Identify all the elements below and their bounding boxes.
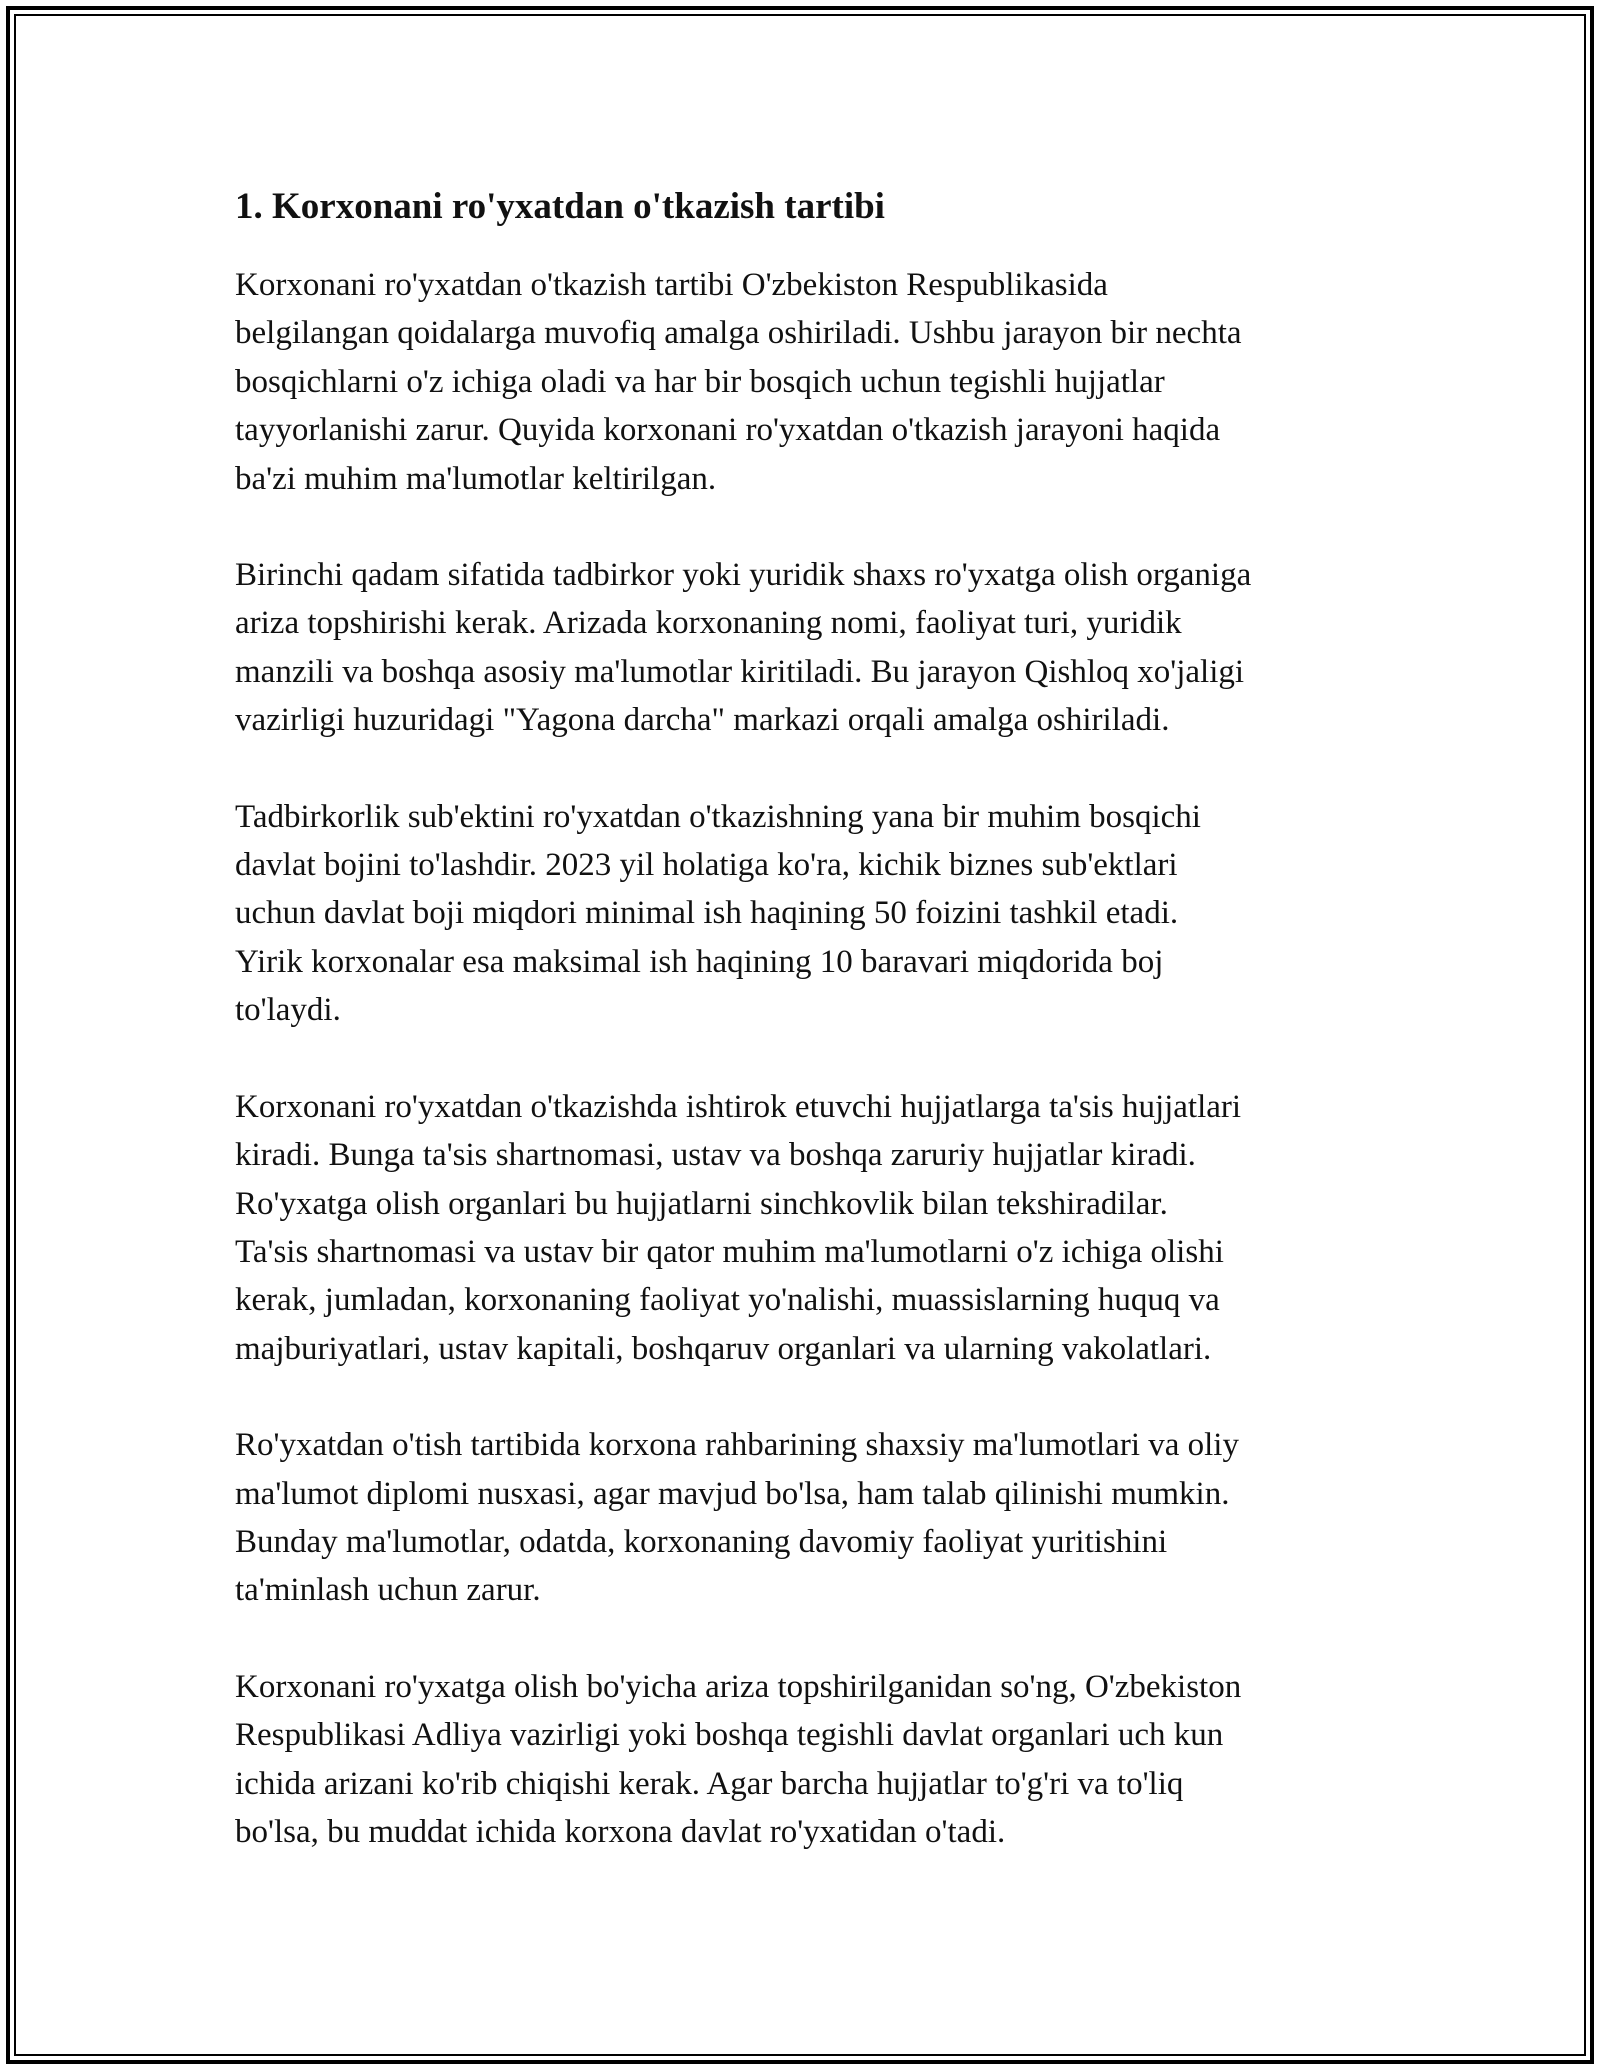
paragraph-line: Korxonani ro'yxatga olish bo'yicha ariza topshirilganidan so'ng, O'zbekiston	[235, 1668, 1242, 1705]
paragraph-line: Ro'yxatga olish organlari bu hujjatlarni sinchkovlik bilan tekshiradilar.	[235, 1185, 1168, 1222]
paragraph-line: belgilangan qoidalarga muvofiq amalga oshiriladi. Ushbu jarayon bir nechta	[235, 315, 1242, 352]
paragraph-line: ichida arizani ko'rib chiqishi kerak. Agar barcha hujjatlar to'g'ri va to'liq	[235, 1765, 1184, 1802]
paragraph-line: Tadbirkorlik sub'ektini ro'yxatdan o'tkazishning yana bir muhim bosqichi	[235, 798, 1201, 835]
paragraph-line: ba'zi muhim ma'lumotlar keltirilgan.	[235, 460, 717, 497]
paragraph-line: Ro'yxatdan o'tish tartibida korxona rahbarining shaxsiy ma'lumotlari va oliy	[235, 1427, 1239, 1464]
paragraph-5	[235, 1421, 1385, 1615]
paragraph-line: Yirik korxonalar esa maksimal ish haqining 10 baravari miqdorida boj	[235, 943, 1164, 980]
paragraph-line: Korxonani ro'yxatdan o'tkazishda ishtirok etuvchi hujjatlarga ta'sis hujjatlari	[235, 1088, 1242, 1125]
paragraph-1	[235, 261, 1385, 503]
paragraph-line: davlat bojini to'lashdir. 2023 yil holatiga ko'ra, kichik biznes sub'ektlari	[235, 847, 1178, 884]
paragraph-3	[235, 793, 1385, 1035]
paragraph-line: Respublikasi Adliya vazirligi yoki boshqa tegishli davlat organlari uch kun	[235, 1717, 1224, 1754]
paragraph-line: bosqichlarni o'z ichiga oladi va har bir bosqich uchun tegishli hujjatlar	[235, 363, 1165, 400]
paragraph-line: uchun davlat boji miqdori minimal ish haqining 50 foizini tashkil etadi.	[235, 895, 1179, 932]
paragraph-2	[235, 551, 1385, 745]
paragraph-line: manzili va boshqa asosiy ma'lumotlar kiritiladi. Bu jarayon Qishloq xo'jaligi	[235, 653, 1245, 690]
paragraph-line: Ta'sis shartnomasi va ustav bir qator muhim ma'lumotlarni o'z ichiga olishi	[235, 1233, 1224, 1270]
paragraph-line: kerak, jumladan, korxonaning faoliyat yo'nalishi, muassislarning huquq va	[235, 1282, 1220, 1319]
paragraph-line: majburiyatlari, ustav kapitali, boshqaruv organlari va ularning vakolatlari.	[235, 1330, 1212, 1367]
paragraph-6	[235, 1663, 1385, 1857]
paragraph-line: kiradi. Bunga ta'sis shartnomasi, ustav va boshqa zaruriy hujjatlar kiradi.	[235, 1137, 1196, 1174]
paragraph-line: tayyorlanishi zarur. Quyida korxonani ro'yxatdan o'tkazish jarayoni haqida	[235, 412, 1221, 449]
paragraph-line: Korxonani ro'yxatdan o'tkazish tartibi O'zbekiston Respublikasida	[235, 267, 1108, 303]
paragraph-line: ariza topshirishi kerak. Arizada korxonaning nomi, faoliyat turi, yuridik	[235, 605, 1182, 642]
page-title: 1. Korxonani ro'yxatdan o'tkazish tartibi	[235, 186, 885, 227]
document-body	[235, 185, 1385, 1904]
paragraph-line: vazirligi huzuridagi "Yagona darcha" markazi orqali amalga oshiriladi.	[235, 702, 1170, 739]
paragraph-line: bo'lsa, bu muddat ichida korxona davlat ro'yxatidan o'tadi.	[235, 1813, 1006, 1850]
paragraph-line: ta'minlash uchun zarur.	[235, 1572, 541, 1609]
paragraph-line: Bunday ma'lumotlar, odatda, korxonaning davomiy faoliyat yuritishini	[235, 1523, 1168, 1560]
paragraph-line: ma'lumot diplomi nusxasi, agar mavjud bo'lsa, ham talab qilinishi mumkin.	[235, 1475, 1230, 1512]
paragraph-4	[235, 1083, 1385, 1373]
paragraph-line: to'laydi.	[235, 992, 341, 1029]
paragraph-line: Birinchi qadam sifatida tadbirkor yoki yuridik shaxs ro'yxatga olish organiga	[235, 557, 1252, 594]
